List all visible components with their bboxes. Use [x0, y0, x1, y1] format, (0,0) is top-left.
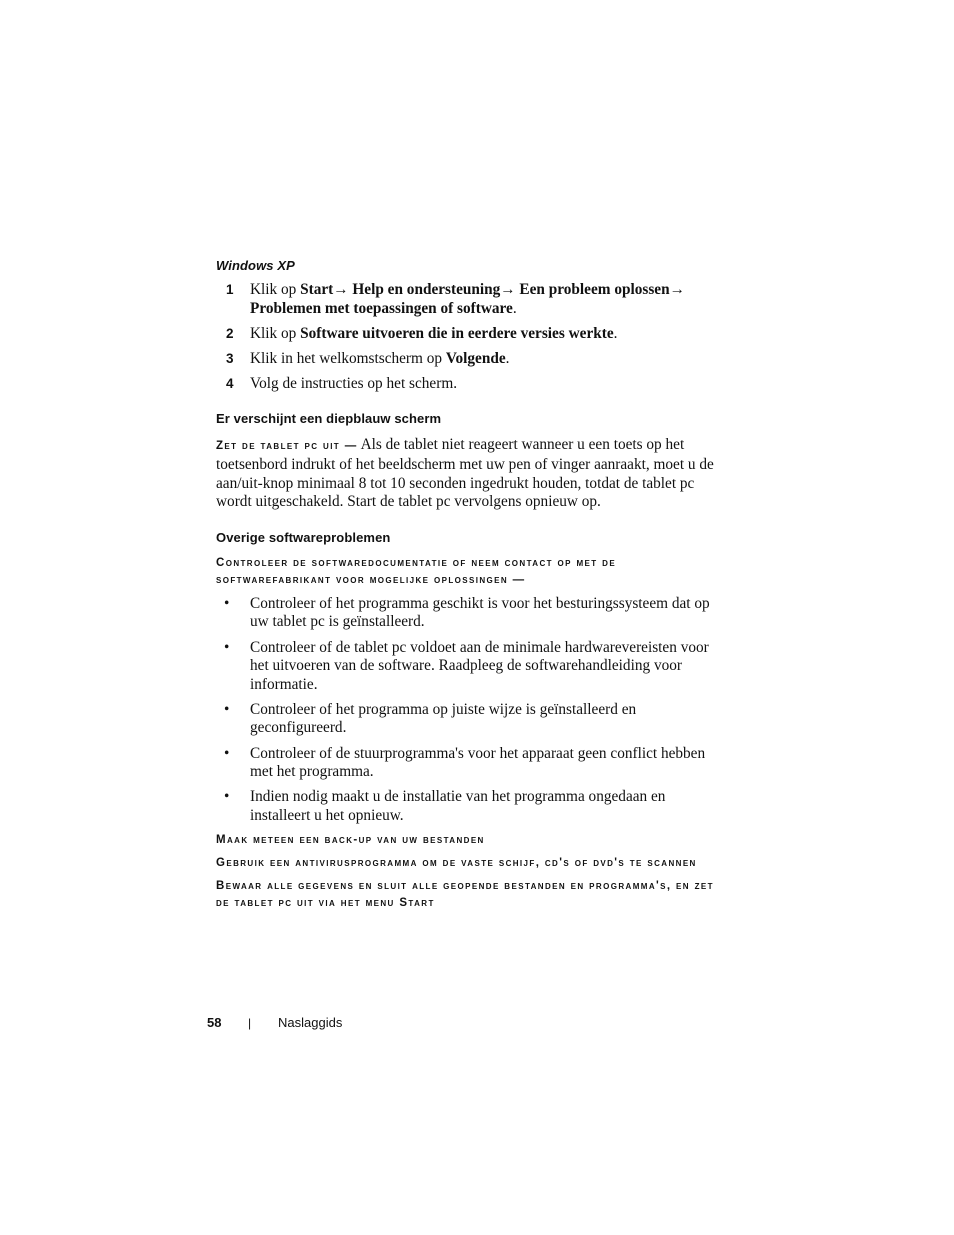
step-number: 4	[226, 375, 234, 391]
option-compat: Software uitvoeren die in eerdere versies werkte	[300, 324, 614, 342]
paragraph-body: Als de tablet niet reageert wanneer u een toets op het toetsenbord indrukt of het beeldscherm met uw pen of vinger aanraakt, moet u de aan/uit-knop minimaal 8 tot 10 seconden ingedrukt houden, totdat de tablet pc wordt uitgeschakeld. Start de tablet pc vervolgens opnieuw op.	[216, 436, 714, 511]
list-item	[216, 788, 716, 825]
bullet-icon: •	[224, 788, 230, 806]
step-text: .	[512, 299, 517, 317]
steps-list	[216, 281, 716, 393]
arrow-icon: →	[500, 281, 520, 298]
step-item	[216, 281, 716, 318]
bullet-text: Controleer of de stuurprogramma's voor het apparaat geen conflict hebben met het programma.	[250, 744, 706, 781]
heading-other-software: Overige softwareproblemen	[216, 529, 391, 545]
step-number: 1	[226, 282, 234, 297]
tip-backup: Maak meteen een back-up van uw bestanden	[216, 833, 485, 846]
lead-check-documentation: Controleer de softwaredocumentatie of neem contact op met de softwarefabrikant voor mogelijke oplossingen —	[216, 556, 617, 586]
step-item	[216, 375, 716, 394]
step-text: .	[613, 324, 618, 342]
step-text: .	[505, 349, 510, 367]
section-title-windows-xp: Windows XP	[216, 258, 295, 273]
footer-separator: |	[248, 1016, 252, 1030]
menu-start: Start	[300, 281, 334, 298]
step-number: 2	[226, 325, 234, 341]
step-text: Volg de instructies op het scherm.	[250, 374, 458, 392]
bullet-list	[216, 595, 716, 826]
bullet-text: Indien nodig maakt u de installatie van het programma ongedaan en installeert u het opnieuw.	[250, 788, 666, 824]
arrow-icon: →	[333, 281, 353, 298]
bullet-text: Controleer of de tablet pc voldoet aan de minimale hardwarevereisten voor het uitvoeren van de software. Raadpleeg de softwarehandleiding voor informatie.	[250, 638, 709, 693]
menu-troubleshoot: Een probleem oplossen	[519, 281, 670, 298]
step-text: Klik op	[250, 324, 301, 342]
step-item	[216, 325, 716, 344]
button-next-label: Volgende	[445, 349, 506, 367]
bullet-text: Controleer of het programma op juiste wijze is geïnstalleerd en geconfigureerd.	[250, 700, 637, 737]
page-content	[216, 258, 716, 912]
tip-antivirus: Gebruik een antivirusprogramma om de vaste schijf, cd's of dvd's te scannen	[216, 856, 697, 869]
list-item	[216, 745, 716, 782]
bullet-icon: •	[224, 594, 230, 612]
list-item	[216, 595, 716, 632]
bullet-icon: •	[224, 700, 230, 718]
paragraph-blue-screen	[216, 436, 716, 511]
bullet-icon: •	[224, 638, 230, 656]
step-item	[216, 350, 716, 369]
lead-shutdown: Zet de tablet pc uit —	[216, 440, 358, 453]
list-item	[216, 701, 716, 738]
menu-app-problems: Problemen met toepassingen of software	[250, 299, 513, 317]
bullet-icon: •	[224, 744, 230, 762]
footer-title: Naslaggids	[278, 1015, 343, 1030]
step-text: Klik in het welkomstscherm op	[250, 349, 446, 367]
menu-help: Help en ondersteuning	[352, 281, 501, 298]
step-text: Klik op	[250, 281, 301, 298]
arrow-icon: →	[669, 281, 685, 298]
page-number: 58	[207, 1015, 222, 1030]
list-item	[216, 639, 716, 695]
step-number: 3	[226, 350, 234, 366]
heading-blue-screen: Er verschijnt een diepblauw scherm	[216, 411, 442, 427]
tip-save-and-shutdown: Bewaar alle gegevens en sluit alle geopende bestanden en programma's, en zet de tablet pc uit via het menu Start	[216, 879, 714, 909]
bullet-text: Controleer of het programma geschikt is voor het besturingssysteem dat op uw tablet pc is geïnstalleerd.	[250, 594, 710, 631]
